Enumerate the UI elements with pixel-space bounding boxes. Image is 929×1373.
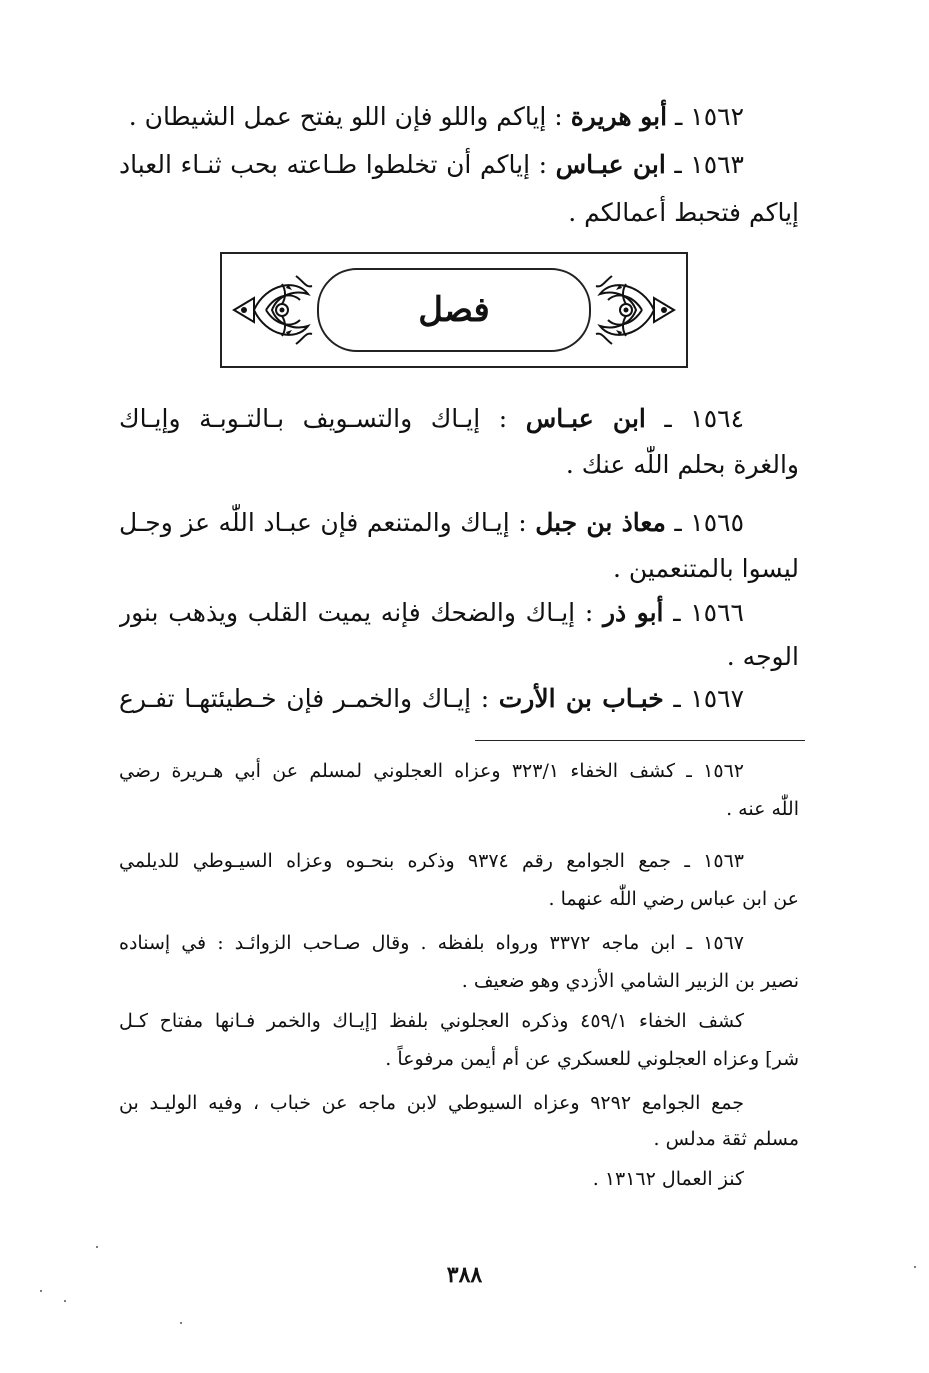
title-cartouche bbox=[317, 268, 591, 352]
entry-number: ١٥٦٧ ـ bbox=[673, 684, 744, 713]
footnote-1567-line2: نصير بن الزبير الشامي الأزدي وهو ضعيف . bbox=[461, 970, 799, 992]
scan-speck bbox=[914, 1266, 916, 1268]
footnote-kashf-line1: كشف الخفاء ٤٥٩/١ وذكره العجلوني بلفظ [إيـاك والخمر فـانها مفتاح كـل bbox=[119, 1010, 744, 1032]
entry-text: : إيـاك والمتنعم فإن عبـاد اللّٰه عز وجـل bbox=[119, 508, 527, 537]
ornament-right-icon bbox=[592, 264, 682, 356]
entry-number: ١٥٦٥ ـ bbox=[674, 508, 744, 537]
scan-speck bbox=[96, 1246, 98, 1248]
entry-narrator: أبو هريرة bbox=[570, 102, 668, 131]
entry-text: : إياكم واللو فإن اللو يفتح عمل الشيطان . bbox=[128, 102, 563, 131]
footnote-separator bbox=[475, 740, 805, 741]
scan-speck bbox=[40, 1290, 42, 1292]
footnote-1567-line1: ١٥٦٧ ـ ابن ماجه ٣٣٧٢ ورواه بلفظه . وقال صـاحب الزوائـد : في إسناده bbox=[119, 932, 744, 954]
entry-narrator: أبو ذر bbox=[602, 598, 664, 627]
entry-1566-line bbox=[119, 594, 744, 634]
footnote-jami-line1: جمع الجوامع ٩٢٩٢ وعزاه السيوطي لابن ماجه عن خباب ، وفيه الوليـد بن bbox=[119, 1092, 744, 1114]
entry-number: ١٥٦٣ ـ bbox=[674, 150, 744, 179]
section-title: فصل bbox=[418, 290, 490, 330]
entry-1563-line bbox=[119, 146, 744, 186]
entry-text: : إيـاك والتسـويف بـالتـوبـة وإيـاك bbox=[119, 404, 508, 433]
entry-text: : إيـاك والخمـر فإن خـطيئتهـا تفـرع bbox=[119, 684, 490, 713]
footnote-kashf-line2: شر] وعزاه العجلوني للعسكري عن أم أيمن مرفوعاً . bbox=[385, 1048, 799, 1070]
footnote-1563-line2: عن ابن عباس رضي اللّٰه عنهما . bbox=[548, 888, 799, 910]
page-number: ٣٨٨ bbox=[446, 1262, 483, 1288]
entry-1562-line bbox=[119, 98, 744, 138]
entry-1564-continuation: والغرة بحلم اللّٰه عنك . bbox=[565, 450, 799, 479]
footnote-jami-line2: مسلم ثقة مدلس . bbox=[653, 1128, 799, 1150]
footnote-1562-line1: ١٥٦٢ ـ كشف الخفاء ٣٢٣/١ وعزاه العجلوني لمسلم عن أبي هـريرة رضي bbox=[119, 760, 744, 782]
entry-number: ١٥٦٢ ـ bbox=[675, 102, 744, 131]
entry-1565-line bbox=[119, 504, 744, 544]
entry-narrator: ابن عبـاس bbox=[525, 404, 646, 433]
footnote-1563-line1: ١٥٦٣ ـ جمع الجوامع رقم ٩٣٧٤ وذكره بنحـوه وعزاه السيـوطي للديلمي bbox=[119, 850, 744, 872]
entry-number: ١٥٦٦ ـ bbox=[673, 598, 744, 627]
entry-narrator: ابن عبـاس bbox=[555, 150, 666, 179]
ornament-left-icon bbox=[226, 264, 316, 356]
section-frame bbox=[220, 252, 688, 368]
entry-1567-line bbox=[119, 680, 744, 720]
entry-1565-continuation: ليسوا بالمتنعمين . bbox=[613, 554, 799, 583]
entry-1564-line bbox=[119, 400, 744, 440]
entry-number: ١٥٦٤ ـ bbox=[664, 404, 744, 433]
entry-narrator: معاذ بن جبل bbox=[535, 508, 666, 537]
scan-speck bbox=[64, 1300, 66, 1302]
footnote-kanz-line1: كنز العمال ١٣١٦٢ . bbox=[592, 1168, 744, 1190]
entry-narrator: خبـاب بن الأرت bbox=[498, 684, 664, 713]
entry-text: : إياكم أن تخلطوا طـاعته بحب ثنـاء العباد bbox=[119, 150, 548, 179]
entry-1563-continuation: إياكم فتحبط أعمالكم . bbox=[568, 198, 799, 227]
entry-text: : إيـاك والضحك فإنه يميت القلب ويذهب بنور bbox=[119, 598, 594, 627]
scan-speck bbox=[180, 1322, 182, 1324]
entry-1566-continuation: الوجه . bbox=[726, 642, 799, 671]
footnote-1562-line2: اللّٰه عنه . bbox=[726, 798, 799, 820]
